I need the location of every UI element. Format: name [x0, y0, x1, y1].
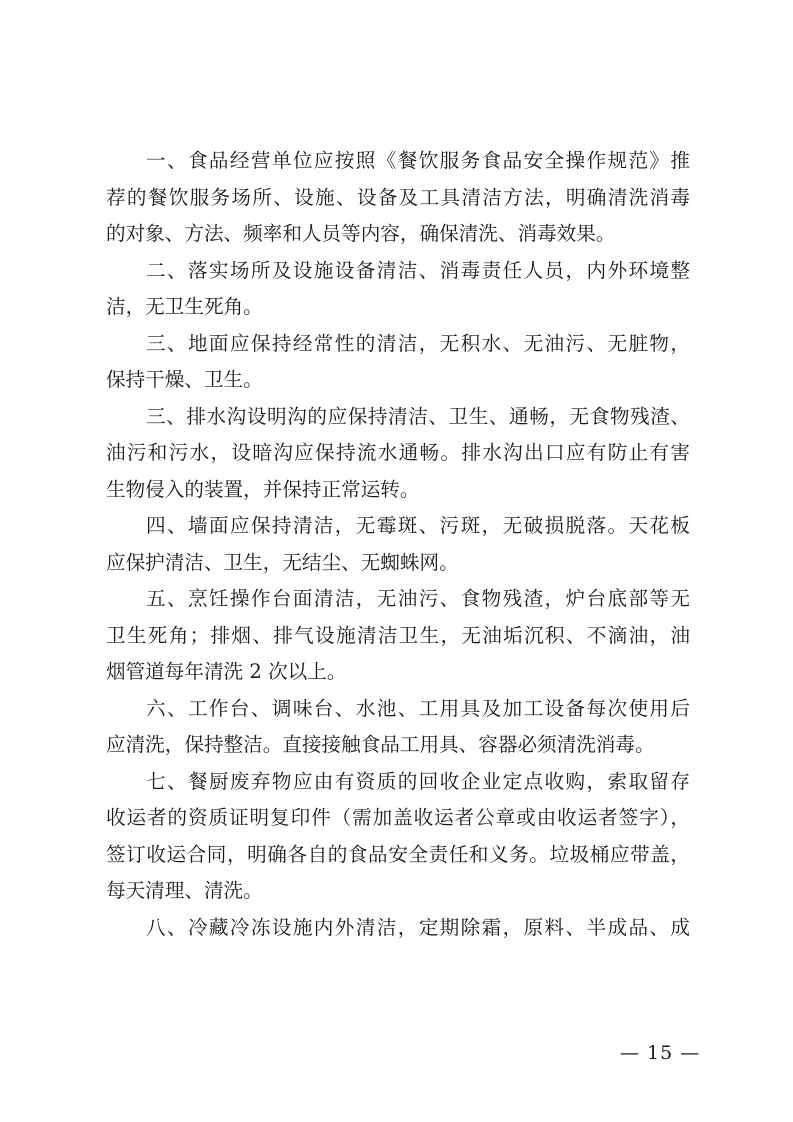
text-line: 每天清理、清洗。 — [106, 879, 263, 902]
text-line: 八、冷藏冷冻设施内外清洁，定期除霜，原料、半成品、成 — [146, 915, 690, 939]
text-line: 荐的餐饮服务场所、设施、设备及工具清洁方法，明确清洗消毒 — [106, 185, 690, 209]
text-line: 五、烹饪操作台面清洁，无油污、食物残渣，炉台底部等无 — [146, 587, 690, 610]
text-line: 七、餐厨废弃物应由有资质的回收企业定点收购，索取留存 — [146, 769, 690, 793]
paragraph-cleaning-methods — [106, 143, 690, 253]
text-line: 的对象、方法、频率和人员等内容，确保清洗、消毒效果。 — [106, 222, 616, 245]
paragraph-responsibility — [106, 253, 690, 326]
paragraph-walls — [106, 508, 690, 581]
paragraph-kitchen-waste — [106, 764, 690, 910]
text-line: 生物侵入的装置，并保持正常运转。 — [106, 477, 420, 501]
text-line: 保持干燥、卫生。 — [106, 368, 263, 391]
text-line: 三、排水沟设明沟的应保持清洁、卫生、通畅，无食物残渣、 — [146, 404, 690, 428]
text-line: 一、食品经营单位应按照《餐饮服务食品安全操作规范》推 — [146, 149, 690, 172]
text-line: 二、落实场所及设施设备清洁、消毒责任人员，内外环境整 — [146, 258, 690, 282]
text-line: 四、墙面应保持清洁，无霉斑、污斑，无破损脱落。天花板 — [146, 514, 690, 537]
text-line: 油污和污水，设暗沟应保持流水通畅。排水沟出口应有防止有害 — [106, 441, 690, 464]
text-line: 三、地面应保持经常性的清洁，无积水、无油污、无脏物， — [146, 331, 690, 355]
paragraph-workbench — [106, 691, 690, 764]
text-line: 洁，无卫生死角。 — [106, 295, 263, 318]
paragraph-cooking-counter — [106, 581, 690, 691]
text-line: 应清洗，保持整洁。直接接触食品工用具、容器必须清洗消毒。 — [106, 733, 655, 756]
page-number: — 15 — — [620, 1042, 701, 1064]
document-body — [106, 143, 690, 946]
text-line: 收运者的资质证明复印件（需加盖收运者公章或由收运者签字）， — [106, 806, 690, 829]
paragraph-drainage — [106, 399, 690, 509]
text-line: 应保护清洁、卫生，无结尘、无蜘蛛网。 — [106, 550, 459, 574]
paragraph-floor — [106, 326, 690, 399]
paragraph-refrigeration — [106, 910, 690, 947]
text-line: 签订收运合同，明确各自的食品安全责任和义务。垃圾桶应带盖， — [106, 842, 690, 866]
text-line: 卫生死角；排烟、排气设施清洁卫生，无油垢沉积、不滴油，油 — [106, 623, 690, 647]
text-line: 六、工作台、调味台、水池、工用具及加工设备每次使用后 — [146, 696, 690, 720]
text-line: 烟管道每年清洗 2 次以上。 — [106, 660, 347, 683]
